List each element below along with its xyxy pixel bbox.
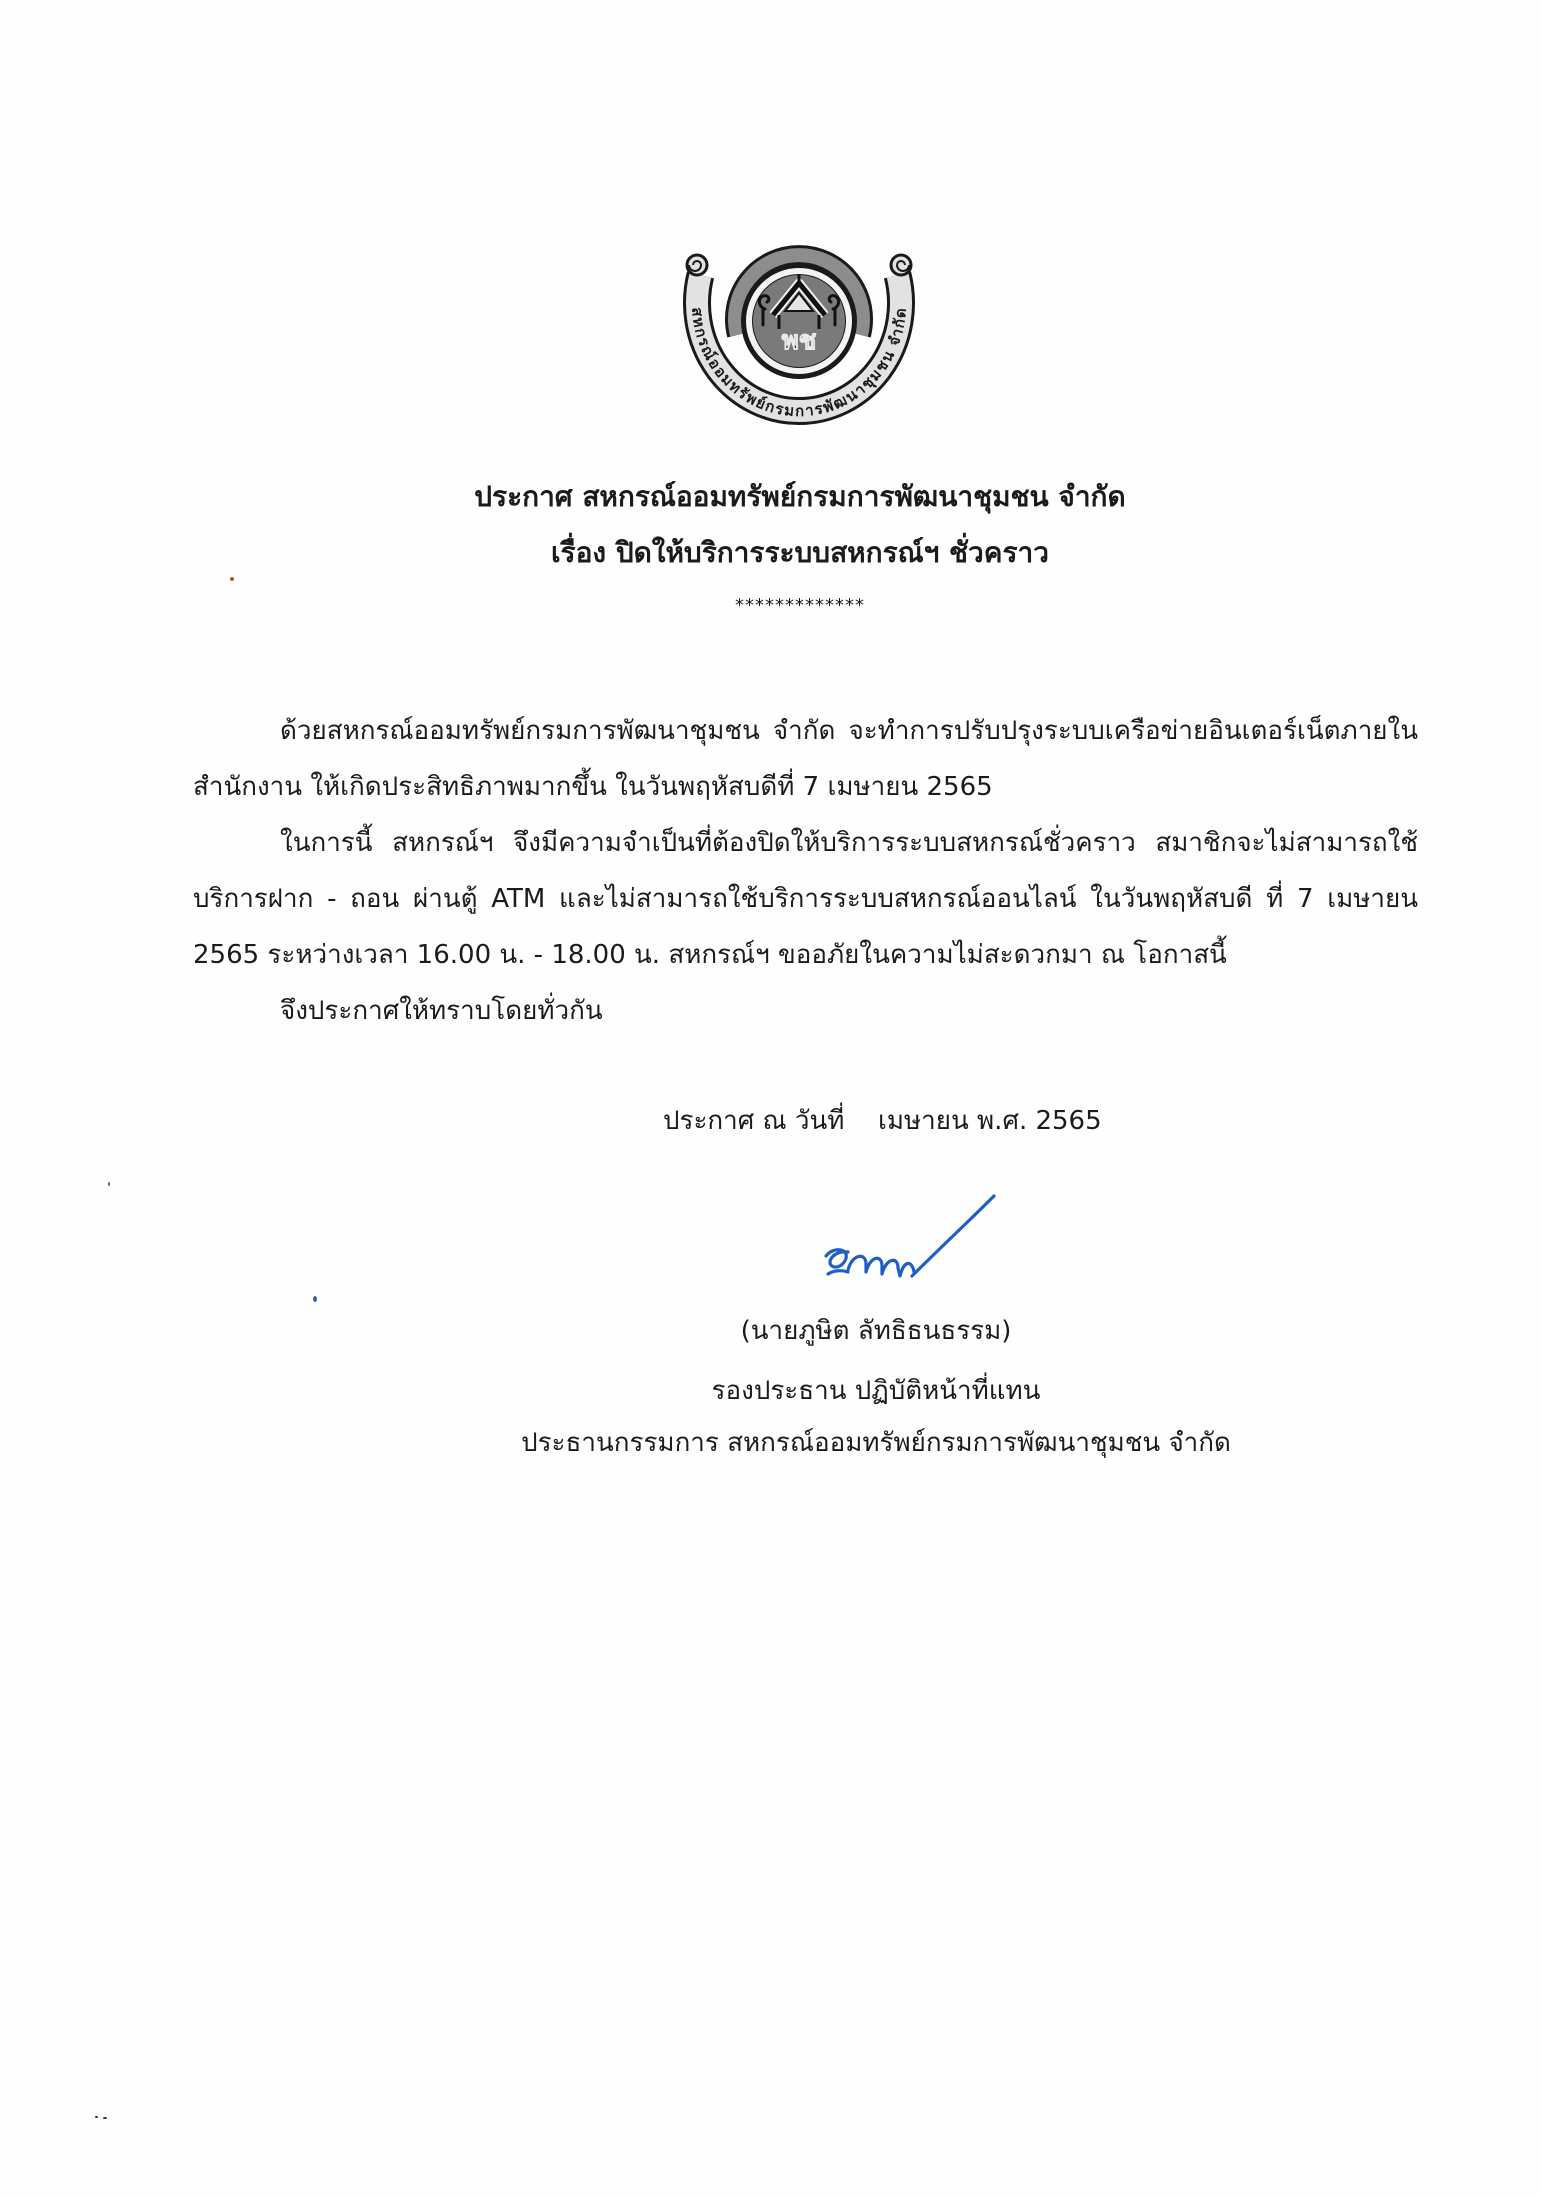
signatory-name: (นายภูษิต ลัทธิธนธรรม) [740, 1316, 1012, 1346]
logo-ring-textpath: สหกรณ์ออมทรัพย์กรมการพัฒนาชุมชน จำกัด [688, 306, 910, 420]
announcement-title: ประกาศ สหกรณ์ออมทรัพย์กรมการพัฒนาชุมชน จำกัด [474, 480, 1126, 513]
signatory-position: รองประธาน ปฏิบัติหน้าที่แทน [711, 1376, 1041, 1406]
body-line: 2565 ระหว่างเวลา 16.00 น. - 18.00 น. สหกรณ์ฯ ขออภัยในความไม่สะดวกมา ณ โอกาสนี้ [193, 940, 1227, 970]
body-line: ในการนี้ สหกรณ์ฯ จึงมีความจำเป็นที่ต้องปิดให้บริการระบบสหกรณ์ชั่วคราว สมาชิกจะไม่สามารถใช้ [280, 828, 1418, 858]
cooperative-logo [679, 243, 919, 429]
handwritten-signature [818, 1190, 1002, 1290]
scan-speck [108, 1182, 110, 1186]
scan-speck [313, 1296, 317, 1302]
dateline-prefix: ประกาศ ณ วันที่ [663, 1106, 845, 1136]
logo-emblem-text: พช [781, 326, 817, 356]
body-line: จึงประกาศให้ทราบโดยทั่วกัน [280, 996, 603, 1026]
body-line: บริการฝาก - ถอน ผ่านตู้ ATM และไม่สามารถใช้บริการระบบสหกรณ์ออนไลน์ ในวันพฤหัสบดี ที่ 7 เมษายน [193, 884, 1418, 914]
scan-speck [95, 2116, 98, 2118]
logo-scroll-left-icon [687, 255, 707, 275]
signatory-title: ประธานกรรมการ สหกรณ์ออมทรัพย์กรมการพัฒนาชุมชน จำกัด [521, 1428, 1231, 1458]
dateline-suffix: เมษายน พ.ศ. 2565 [878, 1106, 1102, 1136]
heading-separator: ************* [735, 595, 865, 616]
scan-speck [230, 577, 234, 581]
scan-speck [103, 2117, 107, 2119]
announcement-subject: เรื่อง ปิดให้บริการระบบสหกรณ์ฯ ชั่วคราว [550, 536, 1049, 569]
body-line: สำนักงาน ให้เกิดประสิทธิภาพมากขึ้น ในวันพฤหัสบดีที่ 7 เมษายน 2565 [193, 772, 993, 802]
body-line: ด้วยสหกรณ์ออมทรัพย์กรมการพัฒนาชุมชน จำกัด จะทำการปรับปรุงระบบเครือข่ายอินเตอร์เน็ตภายใน [280, 716, 1418, 746]
logo-scroll-right-icon [891, 255, 911, 275]
announcement-body [193, 703, 1418, 1039]
